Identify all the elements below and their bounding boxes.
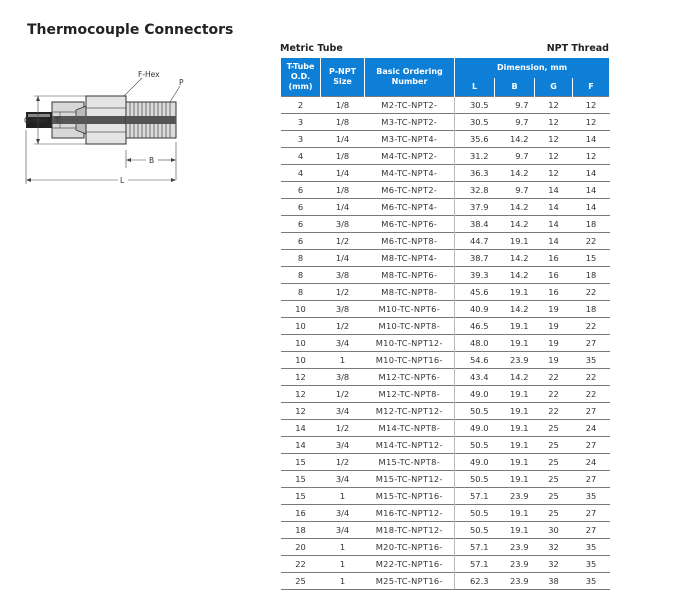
table-cell: 15 <box>573 250 610 267</box>
table-cell: 23.9 <box>495 539 535 556</box>
table-cell: 22 <box>573 318 610 335</box>
table-body <box>281 97 610 590</box>
table-row <box>281 488 610 505</box>
table-cell: M14-TC-NPT12- <box>365 437 455 454</box>
table-row <box>281 318 610 335</box>
table-cell: 8 <box>281 284 321 301</box>
table-cell: M10-TC-NPT8- <box>365 318 455 335</box>
table-cell: 1/2 <box>321 284 365 301</box>
table-cell: 19 <box>535 335 573 352</box>
table-cell: 23.9 <box>495 573 535 590</box>
table-cell: 25 <box>535 505 573 522</box>
table-cell: 20 <box>281 539 321 556</box>
table-cell: M20-TC-NPT16- <box>365 539 455 556</box>
table-cell: 50.5 <box>455 437 495 454</box>
table-cell: 1 <box>321 573 365 590</box>
table-cell: 38.4 <box>455 216 495 233</box>
table-cell: 49.0 <box>455 420 495 437</box>
table-cell: M2-TC-NPT2- <box>365 97 455 114</box>
table-cell: 30 <box>535 522 573 539</box>
table-cell: 9.7 <box>495 114 535 131</box>
table-cell: M15-TC-NPT12- <box>365 471 455 488</box>
table-cell: 14 <box>535 182 573 199</box>
table-row <box>281 335 610 352</box>
table-row <box>281 199 610 216</box>
table-captions <box>280 42 609 56</box>
table-cell: M3-TC-NPT4- <box>365 131 455 148</box>
table-cell: 1/4 <box>321 131 365 148</box>
table-cell: 19 <box>535 318 573 335</box>
table-cell: 3/4 <box>321 505 365 522</box>
table-cell: 36.3 <box>455 165 495 182</box>
table-row <box>281 182 610 199</box>
table-cell: 27 <box>573 471 610 488</box>
label-p: P <box>179 78 184 87</box>
table-cell: 22 <box>573 233 610 250</box>
table-cell: 62.3 <box>455 573 495 590</box>
table-cell: 10 <box>281 335 321 352</box>
table-row <box>281 539 610 556</box>
table-cell: 22 <box>281 556 321 573</box>
table-row <box>281 573 610 590</box>
table-cell: 3/4 <box>321 437 365 454</box>
table-cell: 57.1 <box>455 539 495 556</box>
table-cell: 14 <box>281 420 321 437</box>
table-cell: M6-TC-NPT4- <box>365 199 455 216</box>
table-cell: 14.2 <box>495 165 535 182</box>
header-ordering-number: Basic Ordering Number <box>365 58 455 97</box>
table-cell: 1/2 <box>321 318 365 335</box>
table-cell: 38 <box>535 573 573 590</box>
label-b: B <box>149 156 155 165</box>
table-cell: M18-TC-NPT12- <box>365 522 455 539</box>
table-cell: 22 <box>573 386 610 403</box>
header-l: L <box>455 78 495 97</box>
table-cell: 1 <box>321 352 365 369</box>
table-cell: 19.1 <box>495 233 535 250</box>
table-cell: 48.0 <box>455 335 495 352</box>
table-cell: 19.1 <box>495 420 535 437</box>
table-cell: 16 <box>535 267 573 284</box>
table-cell: 1/8 <box>321 148 365 165</box>
table-cell: 12 <box>281 403 321 420</box>
table-cell: 45.6 <box>455 284 495 301</box>
header-b: B <box>495 78 535 97</box>
table-cell: M6-TC-NPT6- <box>365 216 455 233</box>
table-cell: M14-TC-NPT8- <box>365 420 455 437</box>
table-cell: 19.1 <box>495 437 535 454</box>
table-cell: 32.8 <box>455 182 495 199</box>
table-cell: 22 <box>535 369 573 386</box>
table-cell: 6 <box>281 216 321 233</box>
table-cell: 43.4 <box>455 369 495 386</box>
table-cell: 23.9 <box>495 556 535 573</box>
table-cell: 12 <box>573 114 610 131</box>
table-cell: 54.6 <box>455 352 495 369</box>
table-cell: 38.7 <box>455 250 495 267</box>
table-cell: 15 <box>281 471 321 488</box>
table-cell: 22 <box>535 403 573 420</box>
table-cell: 12 <box>573 97 610 114</box>
table-cell: 35 <box>573 573 610 590</box>
table-cell: 1/8 <box>321 114 365 131</box>
table-row <box>281 352 610 369</box>
table-cell: M8-TC-NPT8- <box>365 284 455 301</box>
table-row <box>281 114 610 131</box>
table-cell: 14 <box>573 182 610 199</box>
table-row <box>281 471 610 488</box>
table-cell: 23.9 <box>495 488 535 505</box>
table-cell: 4 <box>281 148 321 165</box>
table-cell: 1/4 <box>321 250 365 267</box>
table-cell: 27 <box>573 505 610 522</box>
label-f-hex: F-Hex <box>138 70 160 79</box>
table-cell: 12 <box>281 386 321 403</box>
table-cell: M3-TC-NPT2- <box>365 114 455 131</box>
table-cell: 16 <box>281 505 321 522</box>
table-cell: 19.1 <box>495 318 535 335</box>
table-cell: 14.2 <box>495 199 535 216</box>
table-cell: M4-TC-NPT4- <box>365 165 455 182</box>
table-row <box>281 522 610 539</box>
table-row <box>281 301 610 318</box>
table-cell: 3/4 <box>321 335 365 352</box>
table-row <box>281 369 610 386</box>
table-cell: 31.2 <box>455 148 495 165</box>
table-cell: 19.1 <box>495 454 535 471</box>
table-row <box>281 284 610 301</box>
table-cell: 14 <box>573 165 610 182</box>
table-cell: 35 <box>573 539 610 556</box>
table-cell: 3/8 <box>321 216 365 233</box>
dimension-table <box>280 58 610 590</box>
table-cell: 32 <box>535 556 573 573</box>
table-cell: 12 <box>535 131 573 148</box>
table-cell: 44.7 <box>455 233 495 250</box>
table-cell: 1/2 <box>321 233 365 250</box>
table-cell: M10-TC-NPT6- <box>365 301 455 318</box>
table-cell: 14 <box>573 131 610 148</box>
table-cell: 25 <box>535 437 573 454</box>
table-row <box>281 233 610 250</box>
header-f: F <box>573 78 610 97</box>
table-cell: 1 <box>321 488 365 505</box>
table-cell: 15 <box>281 488 321 505</box>
table-row <box>281 403 610 420</box>
table-cell: 30.5 <box>455 97 495 114</box>
table-cell: 1 <box>321 539 365 556</box>
table-cell: 18 <box>573 267 610 284</box>
table-cell: 19.1 <box>495 335 535 352</box>
table-cell: 37.9 <box>455 199 495 216</box>
table-cell: 27 <box>573 403 610 420</box>
table-cell: 22 <box>573 284 610 301</box>
table-cell: 9.7 <box>495 182 535 199</box>
table-cell: M15-TC-NPT16- <box>365 488 455 505</box>
table-row <box>281 437 610 454</box>
table-cell: 9.7 <box>495 97 535 114</box>
table-cell: 23.9 <box>495 352 535 369</box>
table-cell: 19.1 <box>495 403 535 420</box>
table-cell: 22 <box>535 386 573 403</box>
table-cell: 14 <box>535 216 573 233</box>
table-cell: 6 <box>281 182 321 199</box>
table-cell: 25 <box>535 471 573 488</box>
table-cell: 1/8 <box>321 97 365 114</box>
table-cell: 30.5 <box>455 114 495 131</box>
connector-diagram <box>24 68 204 188</box>
table-cell: 19.1 <box>495 471 535 488</box>
table-cell: 35 <box>573 488 610 505</box>
table-cell: 14 <box>535 233 573 250</box>
table-cell: 57.1 <box>455 556 495 573</box>
table-cell: 32 <box>535 539 573 556</box>
table-cell: 14 <box>573 199 610 216</box>
table-cell: 1/4 <box>321 199 365 216</box>
table-cell: 16 <box>535 284 573 301</box>
label-l: L <box>120 176 125 185</box>
header-dimension: Dimension, mm <box>455 58 610 78</box>
caption-npt-thread: NPT Thread <box>546 43 609 54</box>
table-cell: 10 <box>281 318 321 335</box>
page-title: Thermocouple Connectors <box>27 22 234 38</box>
table-cell: 18 <box>281 522 321 539</box>
dimension-table-section <box>280 42 609 590</box>
table-cell: 50.5 <box>455 505 495 522</box>
table-cell: 50.5 <box>455 403 495 420</box>
table-cell: 14 <box>281 437 321 454</box>
table-cell: 12 <box>535 114 573 131</box>
table-cell: 3/4 <box>321 403 365 420</box>
table-cell: 3/8 <box>321 369 365 386</box>
header-tube-od: T-Tube O.D. (mm) <box>281 58 321 97</box>
table-cell: 19.1 <box>495 522 535 539</box>
label-t: T <box>55 116 60 125</box>
header-g: G <box>535 78 573 97</box>
table-cell: 19.1 <box>495 284 535 301</box>
table-cell: M16-TC-NPT12- <box>365 505 455 522</box>
table-cell: 50.5 <box>455 471 495 488</box>
table-cell: M6-TC-NPT8- <box>365 233 455 250</box>
table-cell: 3/8 <box>321 301 365 318</box>
table-cell: 10 <box>281 301 321 318</box>
table-row <box>281 250 610 267</box>
table-row <box>281 386 610 403</box>
header-pnpt-size: P-NPT Size <box>321 58 365 97</box>
table-cell: 1/2 <box>321 454 365 471</box>
table-row <box>281 216 610 233</box>
table-cell: M12-TC-NPT6- <box>365 369 455 386</box>
table-cell: 14.2 <box>495 216 535 233</box>
table-row <box>281 505 610 522</box>
table-cell: 25 <box>535 420 573 437</box>
table-cell: M4-TC-NPT2- <box>365 148 455 165</box>
table-row <box>281 148 610 165</box>
table-cell: 49.0 <box>455 454 495 471</box>
table-cell: 35.6 <box>455 131 495 148</box>
table-cell: 14.2 <box>495 250 535 267</box>
table-cell: 25 <box>535 488 573 505</box>
table-cell: 1/8 <box>321 182 365 199</box>
table-cell: 46.5 <box>455 318 495 335</box>
table-cell: 12 <box>535 165 573 182</box>
table-row <box>281 420 610 437</box>
table-cell: 25 <box>281 573 321 590</box>
table-cell: 27 <box>573 335 610 352</box>
table-cell: 8 <box>281 267 321 284</box>
table-cell: 35 <box>573 352 610 369</box>
table-row <box>281 556 610 573</box>
label-g-hex: G-Hex <box>24 116 48 125</box>
table-cell: 3/4 <box>321 522 365 539</box>
table-cell: 24 <box>573 454 610 471</box>
table-cell: 12 <box>281 369 321 386</box>
table-row <box>281 131 610 148</box>
table-cell: 12 <box>535 148 573 165</box>
table-row <box>281 267 610 284</box>
table-cell: 57.1 <box>455 488 495 505</box>
table-row <box>281 97 610 114</box>
table-cell: M15-TC-NPT8- <box>365 454 455 471</box>
table-cell: 22 <box>573 369 610 386</box>
table-cell: 27 <box>573 437 610 454</box>
table-cell: 15 <box>281 454 321 471</box>
table-cell: 3/8 <box>321 267 365 284</box>
table-cell: 40.9 <box>455 301 495 318</box>
table-cell: 35 <box>573 556 610 573</box>
table-cell: 49.0 <box>455 386 495 403</box>
table-cell: 25 <box>535 454 573 471</box>
table-cell: 4 <box>281 165 321 182</box>
table-cell: 9.7 <box>495 148 535 165</box>
table-cell: 14 <box>535 199 573 216</box>
table-cell: 1/2 <box>321 420 365 437</box>
caption-metric-tube: Metric Tube <box>280 43 343 54</box>
table-cell: M25-TC-NPT16- <box>365 573 455 590</box>
table-cell: 1 <box>321 556 365 573</box>
table-cell: M22-TC-NPT16- <box>365 556 455 573</box>
table-cell: 3 <box>281 114 321 131</box>
table-cell: M12-TC-NPT8- <box>365 386 455 403</box>
table-cell: M8-TC-NPT4- <box>365 250 455 267</box>
table-cell: 50.5 <box>455 522 495 539</box>
table-cell: 19 <box>535 352 573 369</box>
table-cell: 14.2 <box>495 369 535 386</box>
table-cell: 10 <box>281 352 321 369</box>
table-cell: 14.2 <box>495 301 535 318</box>
table-cell: 27 <box>573 522 610 539</box>
table-row <box>281 165 610 182</box>
table-cell: 12 <box>535 97 573 114</box>
table-cell: 6 <box>281 233 321 250</box>
table-cell: M12-TC-NPT12- <box>365 403 455 420</box>
table-cell: 14.2 <box>495 267 535 284</box>
table-cell: 1/4 <box>321 165 365 182</box>
table-cell: M8-TC-NPT6- <box>365 267 455 284</box>
table-cell: 6 <box>281 199 321 216</box>
table-cell: M10-TC-NPT16- <box>365 352 455 369</box>
table-row <box>281 454 610 471</box>
table-cell: 19.1 <box>495 505 535 522</box>
table-cell: 39.3 <box>455 267 495 284</box>
table-cell: 18 <box>573 301 610 318</box>
table-cell: 16 <box>535 250 573 267</box>
table-cell: 19.1 <box>495 386 535 403</box>
table-cell: 1/2 <box>321 386 365 403</box>
table-cell: 3/4 <box>321 471 365 488</box>
table-cell: M10-TC-NPT12- <box>365 335 455 352</box>
table-cell: M6-TC-NPT2- <box>365 182 455 199</box>
table-cell: 2 <box>281 97 321 114</box>
table-cell: 12 <box>573 148 610 165</box>
table-cell: 14.2 <box>495 131 535 148</box>
table-cell: 8 <box>281 250 321 267</box>
table-cell: 24 <box>573 420 610 437</box>
table-cell: 19 <box>535 301 573 318</box>
table-cell: 3 <box>281 131 321 148</box>
table-cell: 18 <box>573 216 610 233</box>
